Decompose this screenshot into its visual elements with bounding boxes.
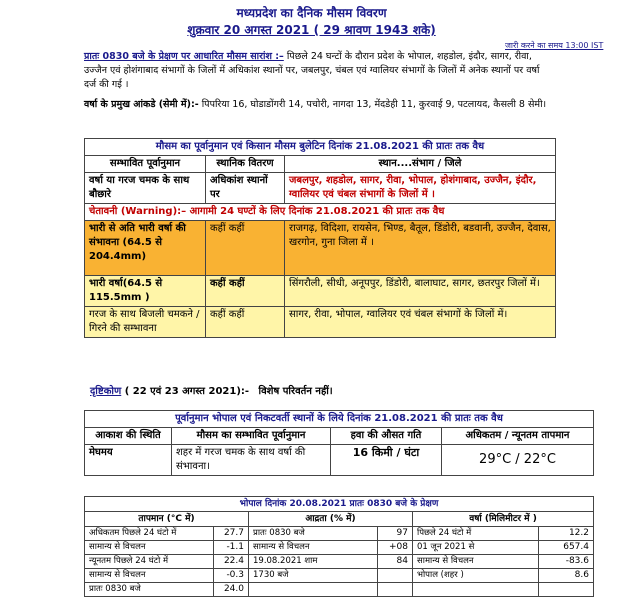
table-row	[85, 527, 594, 541]
col-weather: मौसम का सम्भावित पूर्वानुमान	[172, 428, 331, 445]
rain-values: पिपरिया 16, घोडाडोंगरी 14, पचोरी, नागदा 13, मेंदडेही 11, कुरवाई 9, पटलायद, कैसली 8 सेमी।	[201, 99, 547, 110]
col-distribution: स्थानिक वितरण	[206, 156, 285, 173]
bulletin-title: मौसम का पूर्वानुमान एवं किसान मौसम बुलेटिन दिनांक 21.08.2021 की प्रातः तक वैध	[85, 139, 556, 156]
row3-places: सिंगरौली, सीधी, अनूपपुर, डिंडोरी, बालाघाट, सागर, छतरपुर जिलों में।	[285, 276, 556, 307]
summary-text: पिछले 24 घन्टों के दौरान प्रदेश के भोपाल, शहडोल, इंदौर, सागर, रीवा, उज्जैन एवं होशंगाबाद संभागों के जिलों में अधिकांश स्थानों पर, जबलपुर, चंबल एवं ग्वालियर संभागों के जिलों में अनेक स्थानों पर वर्षा दर्ज की गई ।	[84, 51, 540, 90]
obs-label: प्रातः 0830 बजे	[249, 527, 378, 541]
observation-table	[84, 496, 594, 597]
col-rainfall: वर्षा (मिलिमीटर में )	[413, 512, 594, 527]
sky-value: मेघमय	[85, 445, 172, 476]
row3-distribution: कहीं कहीं	[206, 276, 285, 307]
col-temp: अधिकतम / न्यूनतम तापमान	[442, 428, 594, 445]
obs-label: 1730 बजे	[249, 569, 378, 583]
col-sky: आकाश की स्थिति	[85, 428, 172, 445]
obs-value: 657.4	[539, 541, 594, 555]
obs-value: 8.6	[539, 569, 594, 583]
row2-forecast: भारी से अति भारी वर्षा की संभावना (64.5 से 204.4mm)	[85, 221, 206, 276]
temp-value: 29°C / 22°C	[442, 445, 594, 476]
warning-row: चेतावनी (Warning):– आगामी 24 घण्टों के लिए दिनांक 21.08.2021 की प्रातः तक वैध	[85, 204, 556, 221]
col-temperature: तापमान (°C में)	[85, 512, 249, 527]
obs-label	[413, 583, 539, 597]
obs-label: सामान्य से विचलन	[249, 541, 378, 555]
date-line: शुक्रवार 20 अगस्त 2021 ( 29 श्रावण 1943 शके)	[187, 23, 436, 37]
col-humidity: आद्रता (% में)	[249, 512, 413, 527]
row2-places: राजगढ़, विदिशा, रायसेन, भिण्ड, बैतूल, डिंडोरी, बडवानी, उज्जैन, देवास, खरगोन, गुना जिला में ।	[285, 221, 556, 276]
outlook-dates: ( 22 एवं 23 अगस्त 2021):-	[124, 386, 250, 397]
row4-distribution: कहीं कहीं	[206, 307, 285, 338]
table-row	[85, 569, 594, 583]
col-forecast: सम्भावित पूर्वानुमान	[85, 156, 206, 173]
weather-value: शहर में गरज चमक के साथ वर्षा की संभावना।	[172, 445, 331, 476]
obs-value	[378, 569, 413, 583]
row2-distribution: कहीं कहीं	[206, 221, 285, 276]
obs-value: 24.0	[214, 583, 249, 597]
obs-value: -0.3	[214, 569, 249, 583]
bhopal-forecast-table	[84, 410, 594, 476]
observation-title: भोपाल दिनांक 20.08.2021 प्रातः 0830 बजे के प्रेक्षण	[85, 497, 594, 512]
row3-forecast: भारी वर्षा(64.5 से 115.5mm )	[85, 276, 206, 307]
wind-value: 16 किमी / घंटा	[331, 445, 442, 476]
rain-label: वर्षा के प्रमुख आंकडे (सेमी में):-	[84, 99, 199, 110]
bulletin-table	[84, 138, 556, 338]
obs-label	[249, 583, 378, 597]
obs-value: 97	[378, 527, 413, 541]
outlook-label: दृष्टिकोण	[90, 386, 122, 397]
obs-label: भोपाल (शहर )	[413, 569, 539, 583]
obs-value: 84	[378, 555, 413, 569]
summary-block	[84, 50, 554, 92]
bhopal-forecast-title: पूर्वानुमान भोपाल एवं निकटवर्ती स्थानों के लिये दिनांक 21.08.2021 की प्रातः तक वैध	[85, 411, 594, 428]
obs-value: +08	[378, 541, 413, 555]
obs-label: सामान्य से विचलन	[85, 541, 214, 555]
row4-forecast: गरज के साथ बिजली चमकने / गिरने की सम्भावना	[85, 307, 206, 338]
row1-places: जबलपुर, शहडोल, सागर, रीवा, भोपाल, होशंगाबाद, उज्जैन, इंदौर, ग्वालियर एवं चंबल संभागों के जिलों में ।	[285, 173, 556, 204]
obs-label: 19.08.2021 शाम	[249, 555, 378, 569]
table-row	[85, 541, 594, 555]
obs-value	[378, 583, 413, 597]
obs-label: न्यूनतम पिछले 24 घंटो में	[85, 555, 214, 569]
obs-label: सामान्य से विचलन	[413, 555, 539, 569]
row1-distribution: अधिकांश स्थानों पर	[206, 173, 285, 204]
col-wind: हवा की औसत गति	[331, 428, 442, 445]
obs-label: सामान्य से विचलन	[85, 569, 214, 583]
outlook-text: विशेष परिवर्तन नहीं।	[258, 386, 333, 397]
obs-label: 01 जून 2021 से	[413, 541, 539, 555]
row1-forecast: वर्षा या गरज चमक के साथ बौछारे	[85, 173, 206, 204]
rain-figures	[84, 98, 554, 112]
row4-places: सागर, रीवा, भोपाल, ग्वालियर एवं चंबल संभागों के जिलों में।	[285, 307, 556, 338]
table-row	[85, 583, 594, 597]
obs-value: -83.6	[539, 555, 594, 569]
summary-heading: प्रातः 0830 बजे के प्रेक्षण पर आधारित मौसम सारांश :–	[84, 51, 284, 62]
obs-label: अधिकतम पिछले 24 घंटो में	[85, 527, 214, 541]
obs-label: प्रातः 0830 बजे	[85, 583, 214, 597]
page-title: मध्यप्रदेश का दैनिक मौसम विवरण	[236, 6, 387, 20]
obs-value	[539, 583, 594, 597]
obs-value: 27.7	[214, 527, 249, 541]
obs-value: -1.1	[214, 541, 249, 555]
issue-time: जारी करने का समय 13:00 IST	[505, 41, 604, 50]
outlook	[90, 383, 333, 397]
obs-label: पिछले 24 घंटो में	[413, 527, 539, 541]
table-row	[85, 555, 594, 569]
col-places: स्थान....संभाग / जिले	[285, 156, 556, 173]
obs-value: 22.4	[214, 555, 249, 569]
obs-value: 12.2	[539, 527, 594, 541]
